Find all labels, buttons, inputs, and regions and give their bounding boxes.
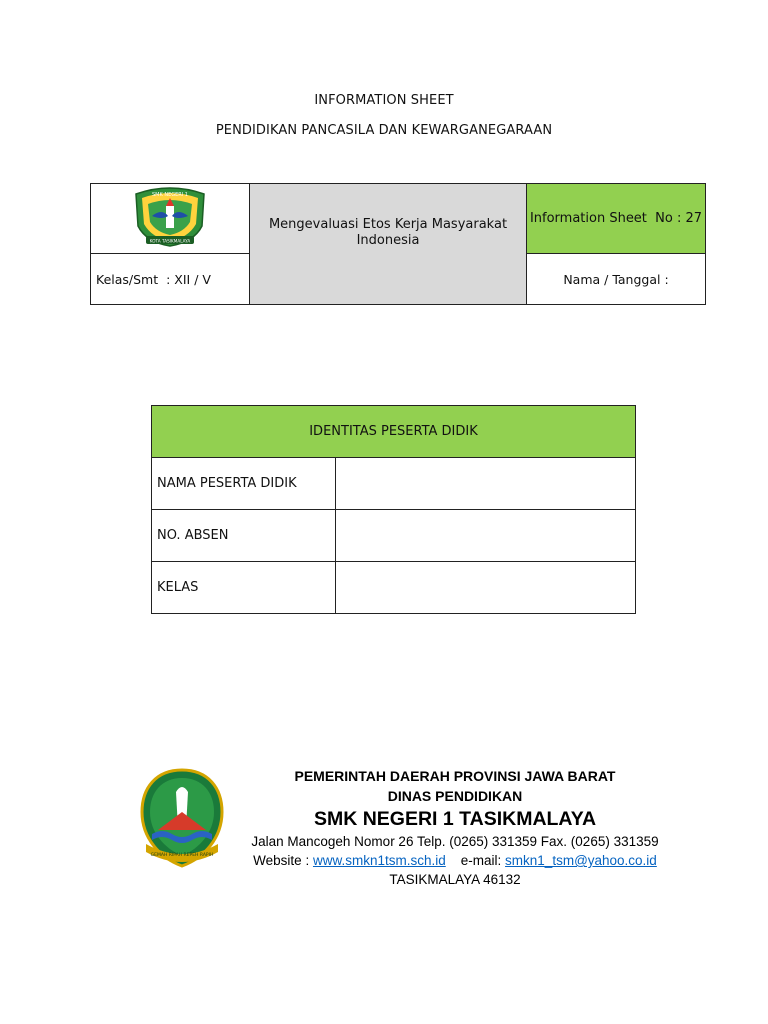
subject-cell (250, 184, 527, 305)
subject-title: Mengevaluasi Etos Kerja Masyarakat Indonesia (268, 217, 508, 248)
website-label: Website : (253, 853, 310, 868)
kelas-field[interactable] (336, 562, 636, 614)
footer-school-name: SMK NEGERI 1 TASIKMALAYA (313, 808, 597, 830)
footer-city: TASIKMALAYA 46132 (389, 872, 521, 887)
emblem-motto: GEMAH RIPAH REPEH RAPIH (150, 853, 214, 858)
sheet-no-label: No (655, 211, 673, 226)
kelas-label: Kelas/Smt (96, 271, 159, 287)
sheet-number-cell: Information Sheet No : 27 (527, 184, 706, 254)
document-subtitle: PENDIDIKAN PANCASILA DAN KEWARGANEGARAAN (215, 123, 553, 138)
table-row (152, 562, 636, 614)
name-field[interactable] (336, 458, 636, 510)
website-link[interactable]: www.smkn1tsm.sch.id (312, 853, 446, 868)
absen-label: NO. ABSEN (152, 510, 336, 562)
nama-tanggal-cell: Nama / Tanggal : (527, 254, 706, 305)
kelas-value: XII / V (174, 271, 211, 287)
document-title: INFORMATION SHEET (314, 93, 454, 108)
identity-table (151, 405, 636, 614)
footer-province: PEMERINTAH DAERAH PROVINSI JAWA BARAT (294, 768, 616, 784)
table-row (152, 458, 636, 510)
footer-letterhead (240, 766, 670, 889)
school-logo-icon (132, 186, 208, 248)
identity-heading: IDENTITAS PESERTA DIDIK (152, 406, 636, 458)
footer-address: Jalan Mancogeh Nomor 26 Telp. (0265) 331359 Fax. (0265) 331359 (251, 834, 659, 849)
kelas-row-label: KELAS (152, 562, 336, 614)
school-logo-cell (91, 184, 250, 254)
west-java-emblem-icon (138, 768, 226, 868)
footer-contact (240, 851, 670, 870)
logo-bottom-text: KOTA TASIKMALAYA (149, 238, 191, 243)
email-link[interactable]: smkn1_tsm@yahoo.co.id (505, 853, 657, 868)
sheet-number: 27 (685, 211, 703, 226)
province-emblem (138, 768, 226, 872)
table-row (152, 510, 636, 562)
email-label: e-mail: (460, 853, 502, 868)
absen-field[interactable] (336, 510, 636, 562)
header-table (90, 183, 706, 305)
logo-top-text: SMK NEGERI 1 (151, 191, 189, 198)
name-label: NAMA PESERTA DIDIK (152, 458, 336, 510)
nama-tanggal-label: Nama / Tanggal (563, 271, 661, 287)
kelas-cell: Kelas/Smt : XII / V (91, 254, 250, 305)
sheet-label: Information Sheet (529, 211, 647, 226)
footer-agency: DINAS PENDIDIKAN (387, 788, 523, 804)
